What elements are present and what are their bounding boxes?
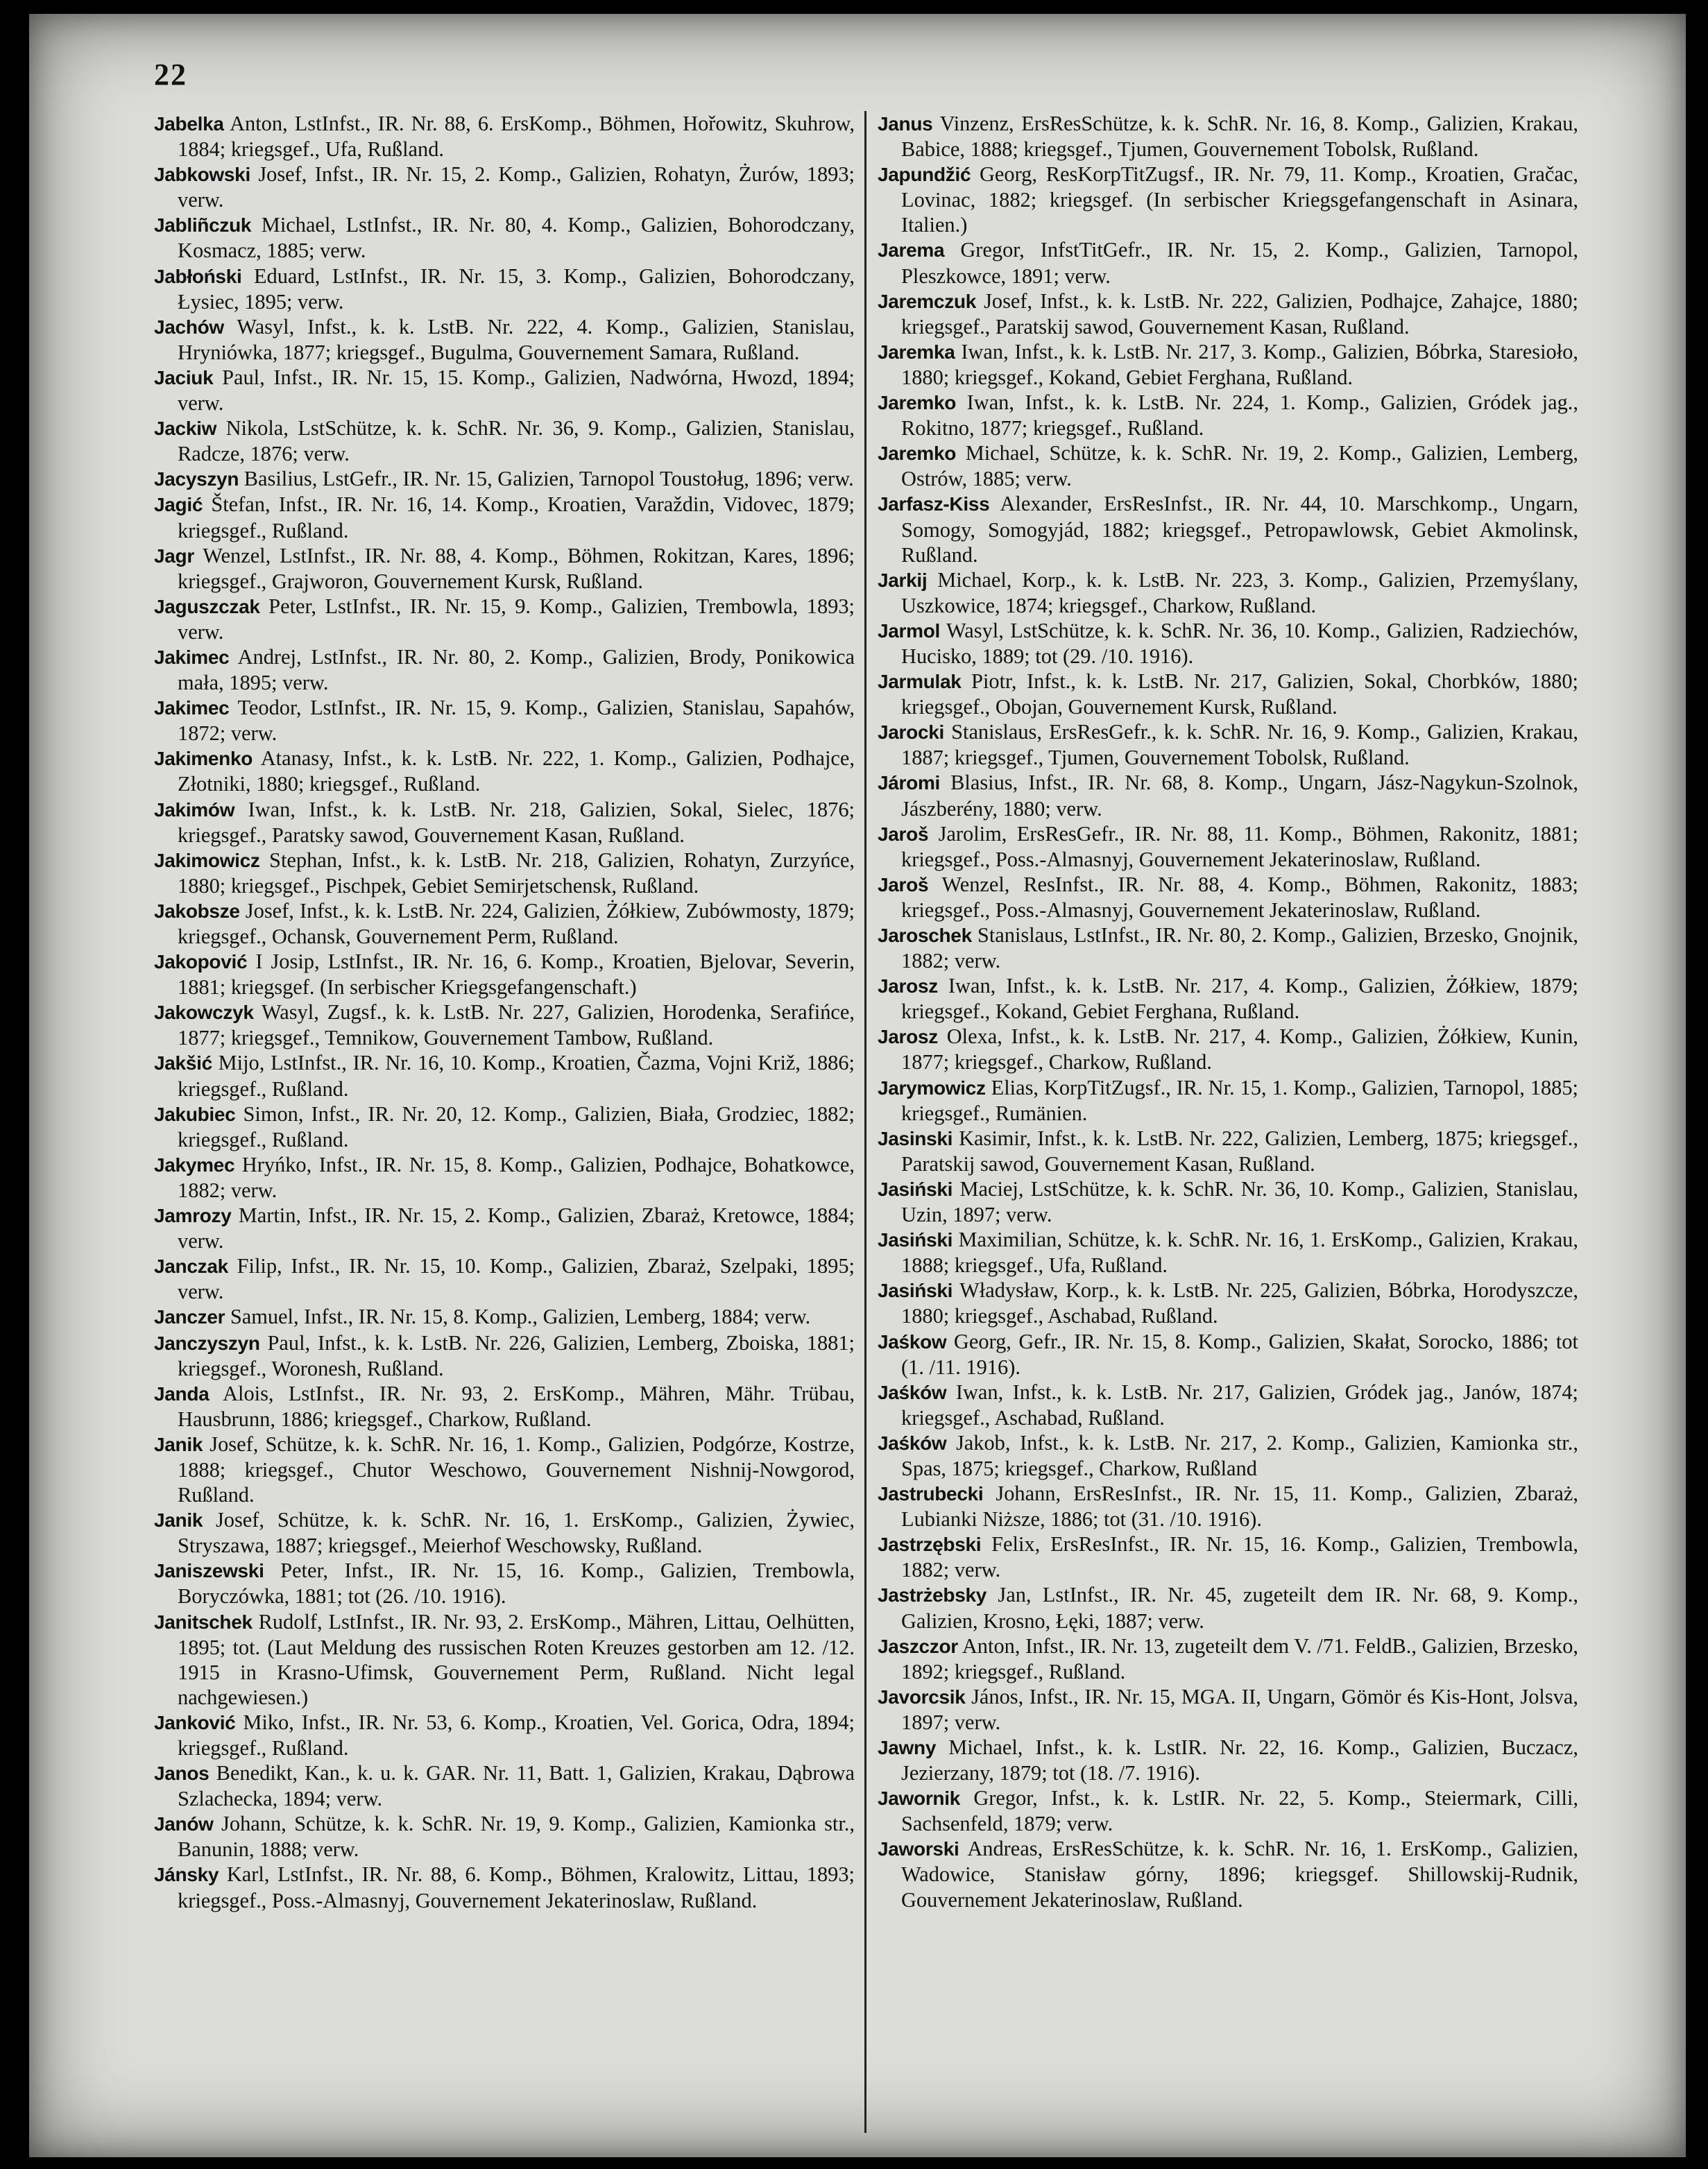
entry-details: Teodor, LstInfst., IR. Nr. 15, 9. Komp., Galizien, Stanislau, Sapahów, 1872; verw.	[178, 696, 855, 746]
roll-entry	[154, 212, 855, 263]
entry-surname: Jarmulak	[878, 671, 962, 693]
entry-details: I Josip, LstInfst., IR. Nr. 16, 6. Komp., Kroatien, Bjelovar, Severin, 1881; kriegsgef. (In serbischer Kriegsgefangenschaft.)	[178, 950, 855, 1000]
entry-surname: Jabłoński	[154, 265, 242, 287]
roll-entry	[878, 491, 1578, 567]
roll-entry	[154, 848, 855, 898]
roll-entry	[154, 746, 855, 796]
entry-surname: Jaciuk	[154, 366, 214, 388]
entry-details: Maciej, LstSchütze, k. k. SchR. Nr. 36, 10. Komp., Galizien, Stanislau, Uzin, 1897; verw.	[901, 1176, 1578, 1227]
entry-details: Stanislaus, ErsResGefr., k. k. SchR. Nr. 16, 9. Komp., Galizien, Krakau, 1887; kriegsgef., Tjumen, Gouvernement Tobolsk, Rußland.	[901, 720, 1578, 770]
roll-entry	[878, 872, 1578, 923]
entry-details: Wasyl, Infst., k. k. LstB. Nr. 222, 4. Komp., Galizien, Stanislau, Hryniówka, 1877; kriegsgef., Bugulma, Gouvernement Samara, Rußland.	[178, 314, 855, 364]
entry-details: Michael, Korp., k. k. LstB. Nr. 223, 3. Komp., Galizien, Przemyślany, Uszkowice, 1874; kriegsgef., Charkow, Rußland.	[901, 567, 1578, 617]
entry-details: Blasius, Infst., IR. Nr. 68, 8. Komp., Ungarn, Jász-Nagykun-Szolnok, Jászberény, 1880; verw.	[901, 771, 1578, 821]
entry-surname: Jagić	[154, 494, 203, 516]
entry-details: Benedikt, Kan., k. u. k. GAR. Nr. 11, Batt. 1, Galizien, Krakau, Dąbrowa Szlachecka, 1894; verw.	[178, 1761, 855, 1811]
entry-details: Johann, ErsResInfst., IR. Nr. 15, 11. Komp., Galizien, Zbaraż, Lubianki Niższe, 1886; tot (31. /10. 1916).	[901, 1482, 1578, 1532]
entry-details: Michael, Infst., k. k. LstIR. Nr. 22, 16. Komp., Galizien, Buczacz, Jezierzany, 1879; tot (18. /7. 1916).	[901, 1735, 1578, 1785]
entry-surname: Jackiw	[154, 418, 217, 440]
entry-surname: Jakimów	[154, 798, 235, 821]
entry-surname: Jachów	[154, 316, 224, 338]
entry-details: Eduard, LstInfst., IR. Nr. 15, 3. Komp., Galizien, Bohorodczany, Łysiec, 1895; verw.	[178, 264, 855, 314]
roll-entry	[154, 314, 855, 365]
roll-entry	[878, 1735, 1578, 1785]
entry-surname: Jakopović	[154, 951, 248, 973]
entry-surname: Janczyszyn	[154, 1332, 260, 1354]
entry-surname: Jánsky	[154, 1864, 219, 1886]
entry-details: Paul, Infst., IR. Nr. 15, 15. Komp., Galizien, Nadwórna, Hwozd, 1894; verw.	[178, 365, 855, 415]
roll-entry	[154, 1381, 855, 1432]
entry-details: Karl, LstInfst., IR. Nr. 88, 6. Komp., Böhmen, Kralowitz, Littau, 1893; kriegsgef., Poss.-Almasnyj, Gouvernement Jekaterinoslaw, Rußland.	[178, 1862, 855, 1912]
roll-entry	[878, 1785, 1578, 1836]
entry-surname: Jawny	[878, 1737, 937, 1758]
entry-details: Anton, Infst., IR. Nr. 13, zugeteilt dem V. /71. FeldB., Galizien, Brzesko, 1892; kriegsgef., Rußland.	[901, 1634, 1578, 1683]
entry-surname: Jaremczuk	[878, 290, 977, 312]
entry-surname: Jaremko	[878, 392, 957, 414]
entry-details: Paul, Infst., k. k. LstB. Nr. 226, Galizien, Lemberg, Zboiska, 1881; kriegsgef., Woronesh, Rußland.	[178, 1330, 855, 1380]
entry-details: Josef, Schütze, k. k. SchR. Nr. 16, 1. ErsKomp., Galizien, Żywiec, Stryszawa, 1887; kriegsgef., Meierhof Weschowsky, Rußland.	[178, 1508, 855, 1558]
roll-entry	[154, 1101, 855, 1152]
entry-surname: Jakimenko	[154, 748, 253, 770]
roll-entry	[878, 669, 1578, 719]
entry-surname: Jarfasz-Kiss	[878, 493, 990, 515]
entry-surname: Jaśków	[878, 1381, 947, 1403]
roll-entry	[154, 543, 855, 594]
roll-entry	[878, 567, 1578, 618]
entry-surname: Janiszewski	[154, 1560, 264, 1582]
entry-details: Piotr, Infst., k. k. LstB. Nr. 217, Galizien, Sokal, Chorbków, 1880; kriegsgef., Obojan, Gouvernement Kursk, Rußland.	[901, 669, 1578, 719]
entry-surname: Jagr	[154, 545, 194, 567]
roll-entry	[154, 1330, 855, 1381]
roll-entry	[878, 973, 1578, 1024]
roll-entry	[878, 1329, 1578, 1380]
roll-entry	[878, 923, 1578, 973]
roll-entry	[878, 1380, 1578, 1430]
entry-surname: Jakimowicz	[154, 849, 260, 871]
entry-details: Wasyl, LstSchütze, k. k. SchR. Nr. 36, 10. Komp., Galizien, Radziechów, Hucisko, 1889; tot (29. /10. 1916).	[901, 618, 1578, 668]
entry-surname: Janitschek	[154, 1611, 253, 1633]
roll-entry	[878, 1075, 1578, 1126]
entry-details: Michael, LstInfst., IR. Nr. 80, 4. Komp., Galizien, Bohorodczany, Kosmacz, 1885; verw.	[178, 213, 855, 263]
roll-entry	[154, 1203, 855, 1253]
entry-details: Peter, LstInfst., IR. Nr. 15, 9. Komp., Galizien, Trembowla, 1893; verw.	[178, 594, 855, 644]
roll-entry	[154, 1304, 855, 1330]
entry-surname: Jaworski	[878, 1838, 959, 1860]
entry-details: Martin, Infst., IR. Nr. 15, 2. Komp., Galizien, Zbaraż, Kretowce, 1884; verw.	[178, 1203, 855, 1253]
entry-details: Wasyl, Zugsf., k. k. LstB. Nr. 227, Galizien, Horodenka, Serafińce, 1877; kriegsgef., Temnikow, Gouvernement Tambow, Rußland.	[178, 1000, 855, 1050]
entry-details: Simon, Infst., IR. Nr. 20, 12. Komp., Galizien, Biała, Grodziec, 1882; kriegsgef., Rußland.	[178, 1101, 855, 1151]
roll-entry	[154, 1000, 855, 1050]
entry-details: Stanislaus, LstInfst., IR. Nr. 80, 2. Komp., Galizien, Brzesko, Gnojnik, 1882; verw.	[901, 923, 1578, 973]
roll-entry	[878, 1481, 1578, 1532]
entry-details: Iwan, Infst., k. k. LstB. Nr. 218, Galizien, Sokal, Sielec, 1876; kriegsgef., Paratsky sawod, Gouvernement Kasan, Rußland.	[178, 797, 855, 847]
entry-details: Štefan, Infst., IR. Nr. 16, 14. Komp., Kroatien, Varaždin, Vidovec, 1879; kriegsgef., Rußland.	[178, 492, 855, 542]
roll-entry	[154, 1507, 855, 1558]
entry-details: Olexa, Infst., k. k. LstB. Nr. 217, 4. Komp., Galizien, Żółkiew, Kunin, 1877; kriegsgef., Charkow, Rußland.	[901, 1025, 1578, 1074]
entry-details: Alois, LstInfst., IR. Nr. 93, 2. ErsKomp., Mähren, Mähr. Trübau, Hausbrunn, 1886; kriegsgef., Charkow, Rußland.	[178, 1381, 855, 1431]
roll-entry	[154, 949, 855, 1000]
entry-details: János, Infst., IR. Nr. 15, MGA. II, Ungarn, Gömör és Kis-Hont, Jolsva, 1897; verw.	[901, 1684, 1578, 1734]
right-column	[878, 111, 1578, 1912]
entry-surname: Jakowczyk	[154, 1002, 254, 1024]
roll-entry	[154, 1862, 855, 1912]
roll-entry	[154, 365, 855, 415]
entry-details: Iwan, Infst., k. k. LstB. Nr. 217, 3. Komp., Galizien, Bóbrka, Staresioło, 1880; kriegsgef., Kokand, Gebiet Ferghana, Rußland.	[901, 339, 1578, 389]
left-column	[154, 111, 855, 1913]
roll-entry	[878, 111, 1578, 162]
roll-entry	[878, 289, 1578, 339]
roll-entry	[154, 797, 855, 848]
roll-entry	[154, 898, 855, 949]
entry-details: Hryńko, Infst., IR. Nr. 15, 8. Komp., Galizien, Podhajce, Bohatkowce, 1882; verw.	[178, 1152, 855, 1202]
entry-surname: Javorcsik	[878, 1686, 966, 1708]
entry-details: Gregor, Infst., k. k. LstIR. Nr. 22, 5. Komp., Steiermark, Cilli, Sachsenfeld, 1879; verw.	[901, 1786, 1578, 1836]
roll-entry	[154, 1432, 855, 1507]
roll-entry	[154, 1760, 855, 1811]
roll-entry	[154, 415, 855, 466]
roll-entry	[878, 1024, 1578, 1074]
entry-surname: Jakymec	[154, 1154, 235, 1176]
entry-surname: Janik	[154, 1509, 203, 1532]
entry-details: Kasimir, Infst., k. k. LstB. Nr. 222, Galizien, Lemberg, 1875; kriegsgef., Paratskij sawod, Gouvernement Kasan, Rußland.	[901, 1126, 1578, 1176]
entry-details: Alexander, ErsResInfst., IR. Nr. 44, 10. Marschkomp., Ungarn, Somogy, Somogyjád, 1882; kriegsgef., Petropawlowsk, Gebiet Akmolinsk, Rußland.	[901, 492, 1578, 567]
entry-details: Wenzel, ResInfst., IR. Nr. 88, 4. Komp., Böhmen, Rakonitz, 1883; kriegsgef., Poss.-Almasnyj, Gouvernement Jekaterinoslaw, Rußland.	[901, 872, 1578, 922]
roll-entry	[154, 162, 855, 212]
entry-surname: Jaroš	[878, 873, 929, 895]
entry-surname: Jarkij	[878, 569, 928, 591]
entry-surname: Jakobsze	[154, 900, 240, 922]
entry-details: Andrej, LstInfst., IR. Nr. 80, 2. Komp., Galizien, Brody, Ponikowica mała, 1895; verw.	[178, 644, 855, 695]
entry-details: Michael, Schütze, k. k. SchR. Nr. 19, 2. Komp., Galizien, Lemberg, Ostrów, 1885; verw.	[901, 441, 1578, 491]
entry-surname: Jarymowicz	[878, 1077, 986, 1099]
roll-entry	[878, 821, 1578, 872]
entry-details: Jarolim, ErsResGefr., IR. Nr. 88, 11. Komp., Böhmen, Rakonitz, 1881; kriegsgef., Poss.-Almasnyj, Gouvernement Jekaterinoslaw, Rußland.	[901, 821, 1579, 871]
roll-entry	[878, 390, 1578, 440]
roll-entry	[878, 440, 1578, 491]
entry-details: Peter, Infst., IR. Nr. 15, 16. Komp., Galizien, Trembowla, Boryczówka, 1881; tot (26. /10. 1916).	[178, 1559, 855, 1609]
roll-entry	[878, 1684, 1578, 1735]
entry-surname: Jasinski	[878, 1127, 953, 1149]
roll-entry	[878, 339, 1578, 390]
entry-details: Andreas, ErsResSchütze, k. k. SchR. Nr. 16, 1. ErsKomp., Galizien, Wadowice, Stanisław górny, 1896; kriegsgef. Shillowskij-Rudnik, Gouvernement Jekaterinoslaw, Rußland.	[901, 1837, 1579, 1912]
entry-details: Vinzenz, ErsResSchütze, k. k. SchR. Nr. 16, 8. Komp., Galizien, Krakau, Babice, 1888; kriegsgef., Tjumen, Gouvernement Tobolsk, Rußland.	[901, 112, 1578, 162]
entry-surname: Janos	[154, 1763, 210, 1785]
entry-surname: Jarosz	[878, 975, 938, 997]
entry-surname: Japundžić	[878, 164, 971, 186]
entry-details: Maximilian, Schütze, k. k. SchR. Nr. 16, 1. ErsKomp., Galizien, Krakau, 1888; kriegsgef., Ufa, Rußland.	[901, 1228, 1578, 1278]
page-number: 22	[154, 58, 187, 92]
entry-surname: Jaremko	[878, 443, 957, 465]
entry-details: Josef, Infst., IR. Nr. 15, 2. Komp., Galizien, Rohatyn, Żurów, 1893; verw.	[178, 162, 855, 212]
roll-entry	[878, 1430, 1578, 1481]
entry-surname: Janković	[154, 1711, 236, 1733]
roll-entry	[878, 1278, 1578, 1328]
entry-details: Stephan, Infst., k. k. LstB. Nr. 218, Galizien, Rohatyn, Zurzyńce, 1880; kriegsgef., Pischpek, Gebiet Semirjetschensk, Rußland.	[178, 848, 855, 898]
entry-details: Nikola, LstSchütze, k. k. SchR. Nr. 36, 9. Komp., Galizien, Stanislau, Radcze, 1876; verw.	[178, 416, 855, 466]
roll-entry	[878, 162, 1578, 237]
roll-entry	[154, 1253, 855, 1304]
entry-details: Gregor, InfstTitGefr., IR. Nr. 15, 2. Komp., Galizien, Tarnopol, Pleszkowce, 1891; verw.	[901, 238, 1578, 288]
entry-surname: Jaroš	[878, 823, 929, 845]
roll-entry	[154, 695, 855, 746]
roll-entry	[154, 644, 855, 695]
entry-surname: Járomi	[878, 772, 941, 794]
entry-details: Georg, ResKorpTitZugsf., IR. Nr. 79, 11. Komp., Kroatien, Gračac, Lovinac, 1882; kriegsgef. (In serbischer Kriegsgefangenschaft in Asinara, Italien.)	[901, 162, 1578, 237]
roll-entry	[878, 1227, 1578, 1278]
entry-surname: Jakšić	[154, 1052, 212, 1074]
entry-details: Anton, LstInfst., IR. Nr. 88, 6. ErsKomp., Böhmen, Hořowitz, Skuhrow, 1884; kriegsgef., Ufa, Rußland.	[178, 112, 855, 162]
entry-surname: Jaszczor	[878, 1635, 958, 1657]
entry-details: Jakob, Infst., k. k. LstB. Nr. 217, 2. Komp., Galizien, Kamionka str., Spas, 1875; kriegsgef., Charkow, Rußland	[901, 1430, 1578, 1480]
roll-entry	[878, 719, 1578, 770]
entry-surname: Jaguszczak	[154, 595, 260, 617]
roll-entry	[878, 770, 1578, 821]
entry-surname: Jastrżebsky	[878, 1584, 987, 1606]
entry-details: Władysław, Korp., k. k. LstB. Nr. 225, Galizien, Bóbrka, Horodyszcze, 1880; kriegsgef., Aschabad, Rußland.	[901, 1278, 1578, 1328]
entry-surname: Jarocki	[878, 721, 944, 744]
entry-details: Josef, Infst., k. k. LstB. Nr. 224, Galizien, Żółkiew, Zubówmosty, 1879; kriegsgef., Ochansk, Gouvernement Perm, Rußland.	[178, 898, 855, 948]
entry-details: Rudolf, LstInfst., IR. Nr. 93, 2. ErsKomp., Mähren, Littau, Oelhütten, 1895; tot. (Laut Meldung des russischen Roten Kreuzes gestorben am 12. /12. 1915 in Krasno-Ufimsk, Gouvernement Perm, Rußland. Nicht legal nachgewiesen.)	[178, 1609, 855, 1709]
entry-surname: Jastrzębski	[878, 1534, 982, 1556]
entry-surname: Jarmol	[878, 619, 941, 642]
roll-entry	[154, 492, 855, 542]
entry-details: Georg, Gefr., IR. Nr. 15, 8. Komp., Galizien, Skałat, Sorocko, 1886; tot (1. /11. 1916).	[901, 1329, 1578, 1379]
roll-entry	[154, 1811, 855, 1862]
entry-surname: Jasiński	[878, 1280, 953, 1302]
entry-details: Josef, Infst., k. k. LstB. Nr. 222, Galizien, Podhajce, Zahajce, 1880; kriegsgef., Paratskij sawod, Gouvernement Kasan, Rußland.	[901, 289, 1578, 338]
roll-entry	[878, 1176, 1578, 1227]
entry-details: Filip, Infst., IR. Nr. 15, 10. Komp., Galizien, Zbaraż, Szelpaki, 1895; verw.	[178, 1254, 855, 1304]
entry-surname: Jakimec	[154, 646, 230, 668]
roll-entry	[154, 1050, 855, 1101]
entry-details: Mijo, LstInfst., IR. Nr. 16, 10. Komp., Kroatien, Čazma, Vojni Križ, 1886; kriegsgef., Rußland.	[178, 1051, 855, 1101]
entry-details: Felix, ErsResInfst., IR. Nr. 15, 16. Komp., Galizien, Trembowla, 1882; verw.	[901, 1532, 1578, 1582]
entry-details: Jan, LstInfst., IR. Nr. 45, zugeteilt dem IR. Nr. 68, 9. Komp., Galizien, Krosno, Łęki, 1887; verw.	[901, 1583, 1578, 1633]
entry-surname: Janik	[154, 1433, 203, 1455]
entry-details: Iwan, Infst., k. k. LstB. Nr. 224, 1. Komp., Galizien, Gródek jag., Rokitno, 1877; kriegsgef., Rußland.	[901, 391, 1578, 440]
entry-surname: Jabkowski	[154, 164, 250, 186]
column-divider	[864, 111, 866, 2133]
entry-surname: Jaremka	[878, 341, 955, 363]
entry-surname: Jawornik	[878, 1788, 960, 1810]
entry-details: Wenzel, LstInfst., IR. Nr. 88, 4. Komp., Böhmen, Rokitzan, Kares, 1896; kriegsgef., Grajworon, Gouvernement Kursk, Rußland.	[178, 543, 855, 593]
entry-surname: Jakimec	[154, 697, 230, 719]
entry-surname: Jasiński	[878, 1229, 953, 1251]
roll-entry	[154, 1152, 855, 1203]
roll-entry	[154, 466, 855, 492]
entry-details: Johann, Schütze, k. k. SchR. Nr. 19, 9. Komp., Galizien, Kamionka str., Banunin, 1888; verw.	[178, 1812, 855, 1862]
roll-entry	[878, 1634, 1578, 1684]
entry-surname: Janczak	[154, 1255, 228, 1278]
roll-entry	[154, 111, 855, 162]
entry-details: Iwan, Infst., k. k. LstB. Nr. 217, 4. Komp., Galizien, Żółkiew, 1879; kriegsgef., Kokand, Gebiet Ferghana, Rußland.	[901, 974, 1578, 1024]
roll-entry	[154, 1710, 855, 1760]
entry-details: Atanasy, Infst., k. k. LstB. Nr. 222, 1. Komp., Galizien, Podhajce, Złotniki, 1880; kriegsgef., Rußland.	[178, 746, 855, 796]
entry-details: Samuel, Infst., IR. Nr. 15, 8. Komp., Galizien, Lemberg, 1884; verw.	[230, 1305, 811, 1329]
entry-surname: Jasiński	[878, 1178, 953, 1200]
entry-surname: Janda	[154, 1382, 210, 1405]
roll-entry	[878, 1126, 1578, 1176]
roll-entry	[878, 1836, 1578, 1912]
roll-entry	[154, 264, 855, 314]
roll-entry	[878, 237, 1578, 288]
entry-surname: Jabliñczuk	[154, 214, 252, 237]
entry-surname: Jaśkow	[878, 1330, 947, 1353]
entry-surname: Janów	[154, 1813, 214, 1835]
entry-details: Iwan, Infst., k. k. LstB. Nr. 217, Galizien, Gródek jag., Janów, 1874; kriegsgef., Aschabad, Rußland.	[901, 1380, 1578, 1430]
document-page	[29, 14, 1686, 2157]
entry-surname: Jaśków	[878, 1432, 947, 1454]
entry-surname: Janczer	[154, 1306, 225, 1328]
entry-surname: Jastrubecki	[878, 1483, 984, 1505]
entry-details: Miko, Infst., IR. Nr. 53, 6. Komp., Kroatien, Vel. Gorica, Odra, 1894; kriegsgef., Rußland.	[178, 1710, 855, 1760]
entry-details: Elias, KorpTitZugsf., IR. Nr. 15, 1. Komp., Galizien, Tarnopol, 1885; kriegsgef., Rumänien.	[901, 1075, 1578, 1125]
roll-entry	[154, 594, 855, 644]
entry-surname: Jakubiec	[154, 1103, 236, 1125]
entry-surname: Janus	[878, 113, 933, 135]
entry-surname: Jacyszyn	[154, 468, 239, 490]
entry-surname: Jarosz	[878, 1026, 938, 1048]
entry-details: Basilius, LstGefr., IR. Nr. 15, Galizien, Tarnopol Toustoług, 1896; verw.	[244, 467, 854, 491]
roll-entry	[878, 1582, 1578, 1633]
entry-surname: Jabelka	[154, 113, 224, 135]
entry-surname: Jarema	[878, 239, 945, 262]
roll-entry	[154, 1558, 855, 1609]
roll-entry	[878, 618, 1578, 669]
entry-surname: Jamrozy	[154, 1205, 232, 1227]
roll-entry	[878, 1532, 1578, 1582]
entry-details: Josef, Schütze, k. k. SchR. Nr. 16, 1. Komp., Galizien, Podgórze, Kostrze, 1888; kriegsgef., Chutor Weschowo, Gouvernement Nishnij-Nowgorod, Rußland.	[178, 1432, 855, 1507]
entry-surname: Jaroschek	[878, 925, 972, 946]
roll-entry	[154, 1609, 855, 1710]
